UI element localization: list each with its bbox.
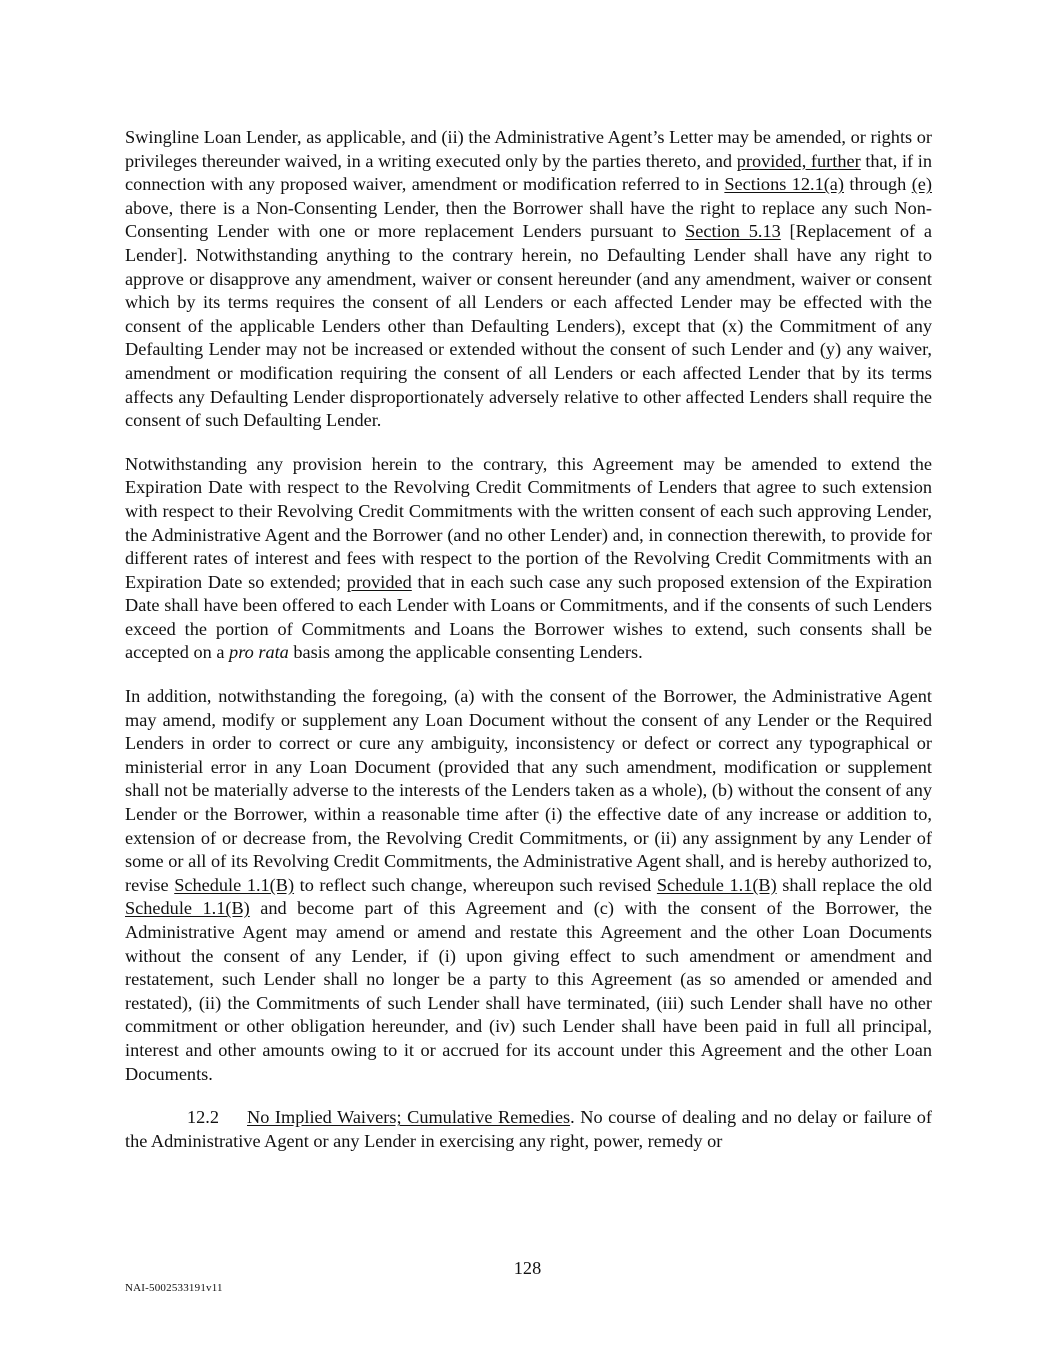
section-heading: No Implied Waivers; Cumulative Remedies	[247, 1107, 571, 1128]
underlined-reference: provided	[346, 571, 412, 592]
underlined-reference: Schedule 1.1(B)	[656, 874, 777, 895]
text-segment: [Replacement of a Lender]. Notwithstanding anything to the contrary herein, no Defaulting Lender shall have any right to approve or disapprove any amendment, waiver or consent hereunder (and any amendment, waiver or consent which by its terms requires the consent of all Lenders or each affected Lender may be effected with the consent of the applicable Lenders other than Defaulting Lenders), except that (x) the Commitment of any Defaulting Lender may not be increased or extended without the consent of such Lender and (y) any waiver, amendment or modification requiring the consent of all Lenders or each affected Lender that by its terms affects any Defaulting Lender disproportionately adversely relative to other affected Lenders shall require the consent of such Defaulting Lender.	[125, 221, 933, 431]
text-segment: through	[844, 174, 912, 195]
italic-text: pro rata	[229, 642, 289, 663]
underlined-reference: provided, further	[736, 150, 861, 171]
paragraph-amendment-continuation	[125, 126, 932, 433]
underlined-reference: Schedule 1.1(B)	[125, 898, 250, 919]
text-segment: basis among the applicable consenting Lenders.	[288, 642, 643, 663]
text-segment: above, there is a Non-Consenting Lender, then the Borrower shall have the right to replace any such Non-Consenting Lender with one or more replacement Lenders pursuant to	[125, 197, 932, 242]
text-segment: shall replace the old	[776, 874, 932, 895]
underlined-reference: (e)	[911, 174, 932, 195]
section-text: . No course of dealing and no delay or failure of the Administrative Agent or any Lender in exercising any right, power, remedy or	[125, 1107, 932, 1151]
paragraph-expiration-extension	[125, 453, 932, 665]
text-segment: and become part of this Agreement and (c) with the consent of the Borrower, the Administrative Agent may amend or amend and restate this Agreement and the other Loan Documents without the consent of any Lender, if (i) upon giving effect to such amendment or amendment and restatement, such Lender shall no longer be a party to this Agreement (as so amended or amended and restated), (ii) the Commitments of such Lender shall have terminated, (iii) such Lender shall have no other commitment or other obligation hereunder, and (iv) such Lender shall have been paid in full all principal, interest and other amounts owing to it or accrued for its account under this Agreement and the other Loan Documents.	[125, 898, 932, 1084]
text-segment: Notwithstanding any provision herein to the contrary, this Agreement may be amended to extend the Expiration Date with respect to the Revolving Credit Commitments of Lenders that agree to such extension with respect to their Revolving Credit Commitments with the written consent of each such approving Lender, the Administrative Agent and the Borrower (and no other Lender) and, in connection therewith, to provide for different rates of interest and fees with respect to the portion of the Revolving Credit Commitments with an Expiration Date so extended;	[125, 453, 932, 592]
underlined-reference: Schedule 1.1(B)	[174, 874, 295, 895]
document-id: NAI-5002533191v11	[125, 1282, 223, 1294]
underlined-reference: Sections 12.1(a)	[724, 174, 845, 195]
text-segment: Swingline Loan Lender, as applicable, and (ii) the Administrative Agent’s Letter may be amended, or rights or privileges thereunder waived, in a writing executed only by the parties thereto, and	[125, 127, 932, 171]
text-segment: that, if in connection with any proposed waiver, amendment or modification referred to in	[125, 150, 932, 195]
paragraph-administrative-agent-amendments	[125, 685, 932, 1086]
text-segment: that in each such case any such proposed extension of the Expiration Date shall have been offered to each Lender with Loans or Commitments, and if the consents of such Lenders exceed the portion of Commitments and Loans the Borrower wishes to extend, such consents shall be accepted on a	[125, 571, 932, 663]
section-number: 12.2	[187, 1107, 219, 1128]
body-text	[125, 126, 932, 1153]
section-12-2	[125, 1106, 932, 1153]
underlined-reference: Section 5.13	[685, 221, 781, 242]
text-segment: In addition, notwithstanding the foregoing, (a) with the consent of the Borrower, the Administrative Agent may amend, modify or supplement any Loan Document without the consent of any Lender or the Required Lenders in order to correct or cure any ambiguity, inconsistency or defect or correct any typographical or ministerial error in any Loan Document (provided that any such amendment, modification or supplement shall not be materially adverse to the interests of the Lenders taken as a whole), (b) without the consent of any Lender or the Borrower, within a reasonable time after (i) the effective date of any increase or addition to, extension of or decrease from, the Revolving Credit Commitments, or (ii) any assignment by any Lender of some or all of its Revolving Credit Commitments, the Administrative Agent shall, and is hereby authorized to, revise	[125, 686, 932, 895]
text-segment: to reflect such change, whereupon such revised	[294, 874, 657, 895]
page-number: 128	[513, 1258, 542, 1278]
